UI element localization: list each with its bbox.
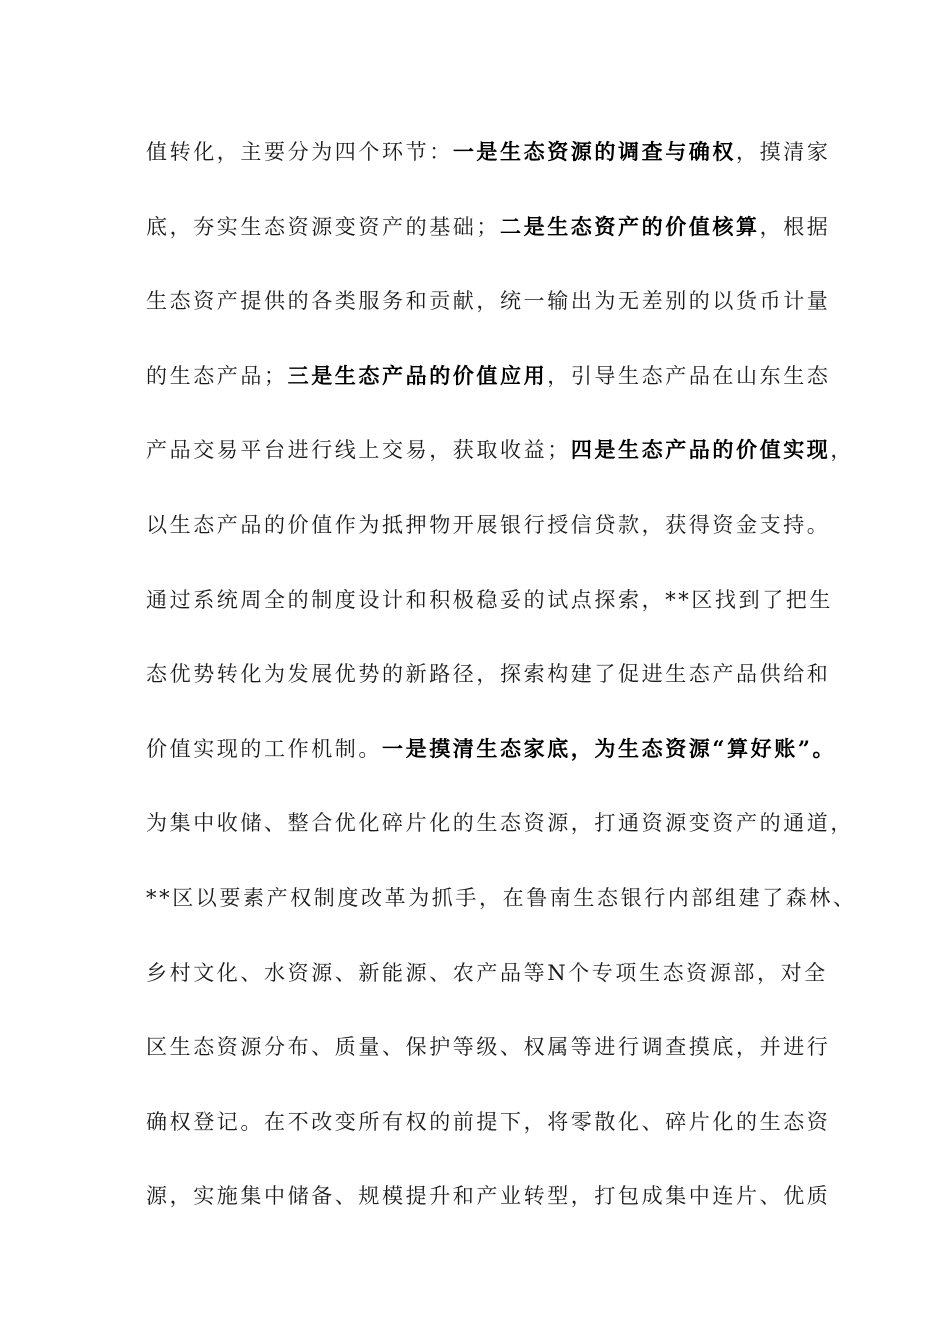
bold-text-run: 四是生态产品的价值实现 [570, 437, 831, 463]
text-run: ， [830, 438, 855, 463]
text-run: 生态资产提供的各类服务和贡献，统一输出为无差别的以货币计量 [146, 289, 831, 314]
text-run: 值转化，主要分为四个环节： [146, 140, 453, 164]
text-run: ，引导生态产品在山东生态 [547, 363, 831, 388]
text-run: 的生态产品； [146, 363, 288, 388]
text-run: 底，夯实生态资源变资产的基础； [146, 214, 500, 239]
text-run: **区以要素产权制度改革为抓手，在鲁南生态银行内部组建了森林、 [146, 885, 857, 910]
text-run: 以生态产品的价值作为抵押物开展银行授信贷款，获得资金支持。 [146, 512, 831, 537]
text-line [146, 356, 831, 431]
text-line [146, 729, 837, 804]
text-run: 通过系统周全的制度设计和积极稳妥的试点探索，**区找到了把生 [146, 587, 833, 612]
text-line [146, 430, 855, 505]
text-line [146, 1027, 831, 1102]
text-line [146, 207, 831, 282]
body-text [146, 132, 857, 1251]
text-line [146, 654, 831, 729]
bold-text-run: 一是生态资源的调查与确权 [452, 139, 737, 164]
text-run: 源，实施集中储备、规模提升和产业转型，打包成集中连片、优质 [146, 1184, 831, 1209]
text-line [146, 1176, 831, 1251]
bold-text-run: 一是摸清生态家底，为生态资源“算好账”。 [382, 735, 837, 761]
text-run: ，根据 [759, 214, 831, 239]
text-line [146, 1102, 831, 1177]
text-run: ，摸清家 [736, 140, 831, 164]
text-run: 价值实现的工作机制。 [146, 736, 382, 761]
text-line [146, 505, 831, 580]
text-run: 区生态资源分布、质量、保护等级、权属等进行调查摸底，并进行 [146, 1035, 831, 1060]
text-run: 确权登记。在不改变所有权的前提下，将零散化、碎片化的生态资 [146, 1109, 831, 1134]
text-line [146, 878, 857, 953]
text-line [146, 803, 854, 878]
text-run: 为集中收储、整合优化碎片化的生态资源，打通资源变资产的通道， [146, 811, 854, 836]
text-line [146, 132, 831, 207]
bold-text-run: 二是生态资产的价值核算 [500, 213, 760, 239]
text-run: 产品交易平台进行线上交易，获取收益； [146, 438, 571, 463]
text-run: 乡村文化、水资源、新能源、农产品等N个专项生态资源部，对全 [146, 960, 828, 985]
text-run: 态优势转化为发展优势的新路径，探索构建了促进生态产品供给和 [146, 662, 831, 687]
text-line [146, 953, 828, 1028]
text-line [146, 281, 831, 356]
bold-text-run: 三是生态产品的价值应用 [287, 362, 548, 388]
text-line [146, 580, 833, 655]
